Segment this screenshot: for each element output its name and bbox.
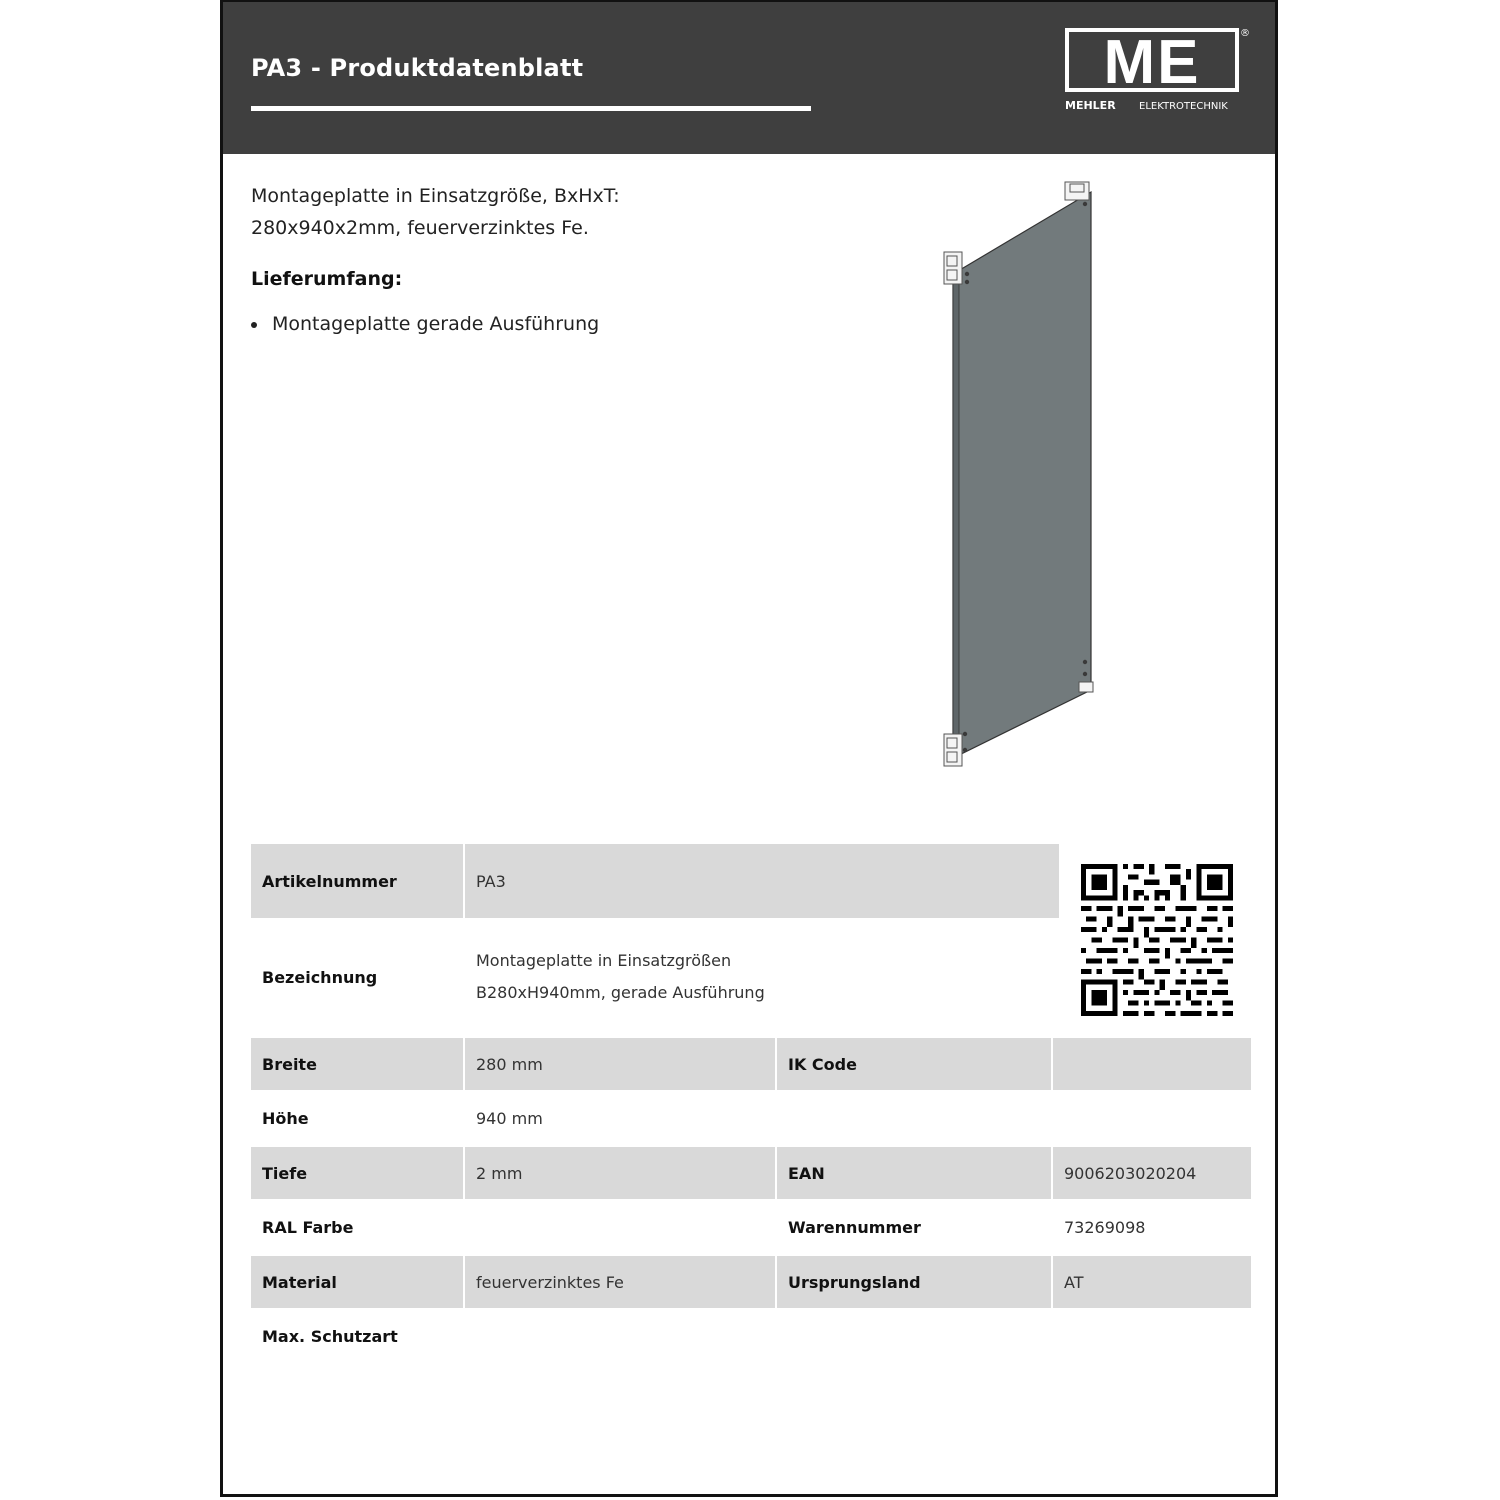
label-ursprungsland: Ursprungsland xyxy=(777,1256,1051,1308)
value-bezeichnung xyxy=(465,924,1059,1030)
spec-row-hoehe xyxy=(251,1092,1251,1144)
label-max-schutzart: Max. Schutzart xyxy=(262,1326,398,1346)
datasheet-page xyxy=(220,0,1278,1497)
label-material: Material xyxy=(251,1256,463,1308)
label-ean: EAN xyxy=(777,1147,1051,1199)
page-header xyxy=(223,2,1275,154)
spec-row-material xyxy=(251,1256,1251,1308)
label-ral-farbe: RAL Farbe xyxy=(262,1217,354,1237)
svg-text:®: ® xyxy=(1240,28,1250,39)
scope-title: Lieferumfang: xyxy=(251,268,403,290)
spec-row-tiefe xyxy=(251,1147,1251,1199)
mehler-logo xyxy=(1065,26,1250,112)
label-tiefe: Tiefe xyxy=(251,1147,463,1199)
value-max-schutzart xyxy=(465,1310,775,1362)
label-artikelnummer: Artikelnummer xyxy=(251,844,463,918)
label-bezeichnung: Bezeichnung xyxy=(262,967,378,987)
value-ursprungsland: AT xyxy=(1053,1256,1251,1308)
product-qr-code[interactable] xyxy=(1081,864,1233,1016)
product-description xyxy=(251,180,620,244)
value-breite: 280 mm xyxy=(465,1038,775,1090)
description-line-1: Montageplatte in Einsatzgröße, BxHxT: xyxy=(251,185,620,207)
value-bezeichnung-line-1: Montageplatte in Einsatzgrößen xyxy=(476,951,732,970)
value-material: feuerverzinktes Fe xyxy=(465,1256,775,1308)
value-hoehe: 940 mm xyxy=(476,1108,543,1128)
title-underline xyxy=(251,106,811,111)
mounting-plate-image xyxy=(933,178,1103,778)
value-artikelnummer: PA3 xyxy=(465,844,1059,918)
value-ral-farbe xyxy=(465,1201,775,1253)
spec-row-ral-farbe xyxy=(251,1201,1251,1253)
spec-row-artikelnummer xyxy=(251,844,1059,918)
value-bezeichnung-line-2: B280xH940mm, gerade Ausführung xyxy=(476,983,765,1002)
svg-text:MEHLER: MEHLER xyxy=(1065,99,1116,112)
spec-row-max-schutzart xyxy=(251,1310,1251,1362)
value-ik-code xyxy=(1053,1038,1251,1090)
label-warennummer: Warennummer xyxy=(788,1217,921,1237)
page-title: PA3 - Produktdatenblatt xyxy=(251,54,584,82)
scope-item: Montageplatte gerade Ausführung xyxy=(251,310,599,338)
label-hoehe: Höhe xyxy=(262,1108,309,1128)
svg-text:ELEKTROTECHNIK: ELEKTROTECHNIK xyxy=(1139,101,1228,112)
value-warennummer: 73269098 xyxy=(1064,1217,1146,1237)
value-tiefe: 2 mm xyxy=(465,1147,775,1199)
label-breite: Breite xyxy=(251,1038,463,1090)
svg-text:ME: ME xyxy=(1103,28,1201,97)
description-line-2: 280x940x2mm, feuerverzinktes Fe. xyxy=(251,217,589,239)
scope-list xyxy=(251,310,599,338)
value-ean: 9006203020204 xyxy=(1053,1147,1251,1199)
label-ik-code: IK Code xyxy=(777,1038,1051,1090)
spec-row-breite xyxy=(251,1038,1251,1090)
spec-row-bezeichnung xyxy=(251,924,1059,1030)
